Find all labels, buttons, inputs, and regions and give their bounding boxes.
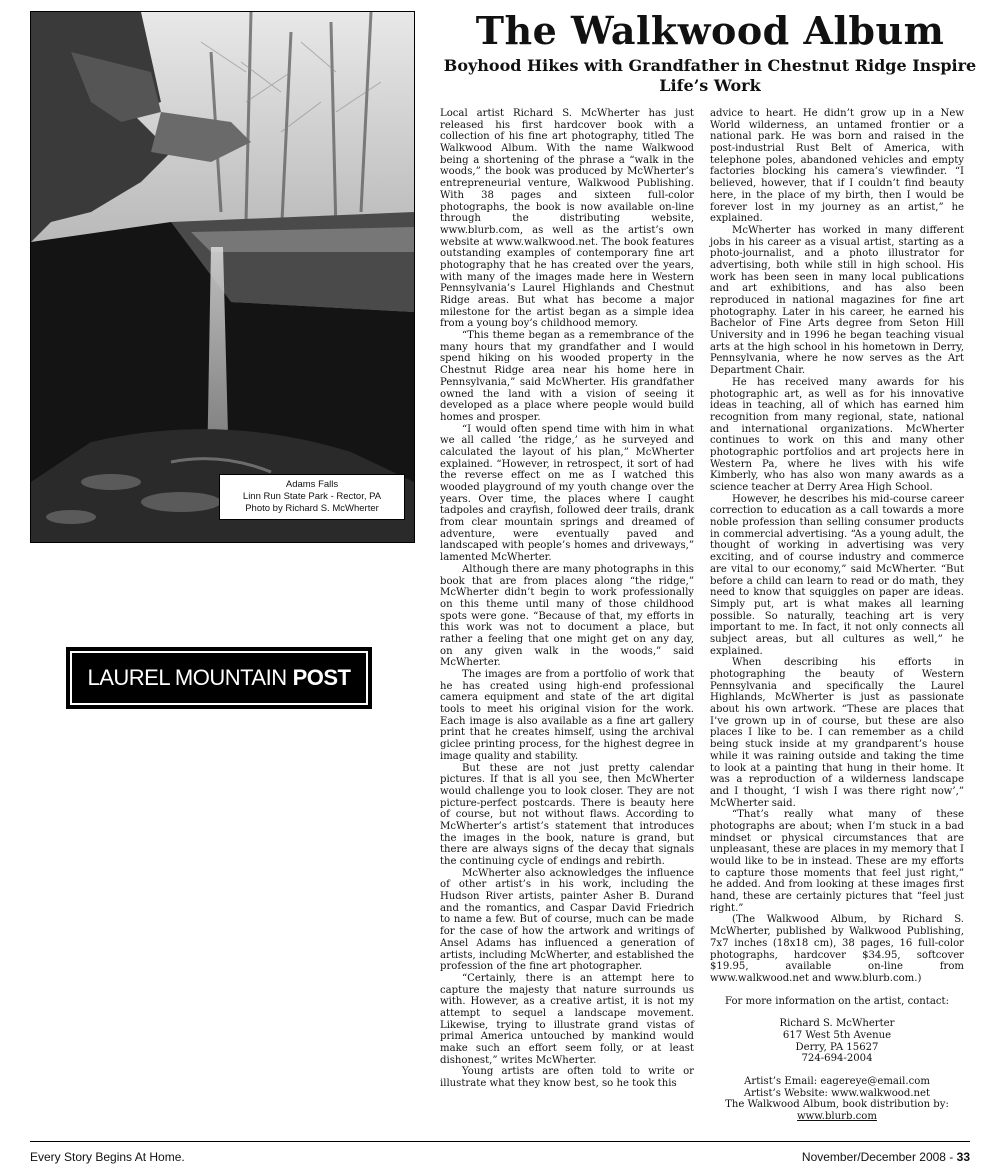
- distribution-label: The Walkwood Album, book distribution by:: [725, 1099, 949, 1111]
- caption-location: Linn Run State Park - Rector, PA: [242, 491, 382, 502]
- article-photo: [30, 11, 415, 543]
- paragraph: Young artists are often told to write or illustrate what they know best, so he took this: [440, 1066, 694, 1090]
- paragraph: He has received many awards for his photographic art, as well as for his innovative ideas in teaching, all of which has earned him recognition from many regional, state, national and international organizations. McWherter continues to work on this and many other photographic portfolios and art projects here in Western Pa, where he lives with his wife Kimberly, who has also won many awards as a science teacher at Derry Area High School.: [710, 376, 964, 493]
- photo-caption: [219, 474, 405, 520]
- article-title: The Walkwood Album: [475, 8, 945, 53]
- distribution-link[interactable]: [710, 1111, 964, 1123]
- footer-issue-info: [802, 1150, 970, 1164]
- page-number: 33: [956, 1150, 970, 1164]
- footer-issue-date: November/December 2008 -: [801, 1150, 957, 1164]
- contact-name: Richard S. McWherter: [779, 1018, 895, 1030]
- paragraph: McWherter also acknowledges the influence of other artist’s in his work, including the Hudson River artists, painter Asher B. Durand and the romantics, and Caspar David Friedrich to name a few. But of course, much can be made for the case of how the artwork and writings of Ansel Adams has influenced a generation of artists, including McWherter, and established the profession of the fine art photographer.: [440, 867, 694, 973]
- caption-credit: Photo by Richard S. McWherter: [245, 503, 379, 514]
- distribution-url[interactable]: www.blurb.com: [797, 1111, 877, 1123]
- paragraph: The images are from a portfolio of work that he has created using high-end professional camera equipment and state of the art digital tools to meet his original vision for the work. Each image is also available as a fine art gallery print that he creates himself, using the archival giclee printing process, for the highest degree in image quality and stability.: [440, 669, 694, 762]
- article-subtitle: Boyhood Hikes with Grandfather in Chestnut Ridge Inspire Life’s Work: [443, 56, 977, 95]
- paragraph: However, he describes his mid-course career correction to education as a call towards a more noble profession than selling consumer products in commercial advertising. “As a young adult, the thought of working in advertising was very exciting, and of course industry and commerce are vital to our economy,” said McWherter. “But before a child can learn to read or do math, they need to know that squiggles on paper are ideas. Simply put, art is what makes all learning possible. So naturally, teaching art is very important to me. In fact, it not only connects all subject areas, but all cultures as well,” he explained.: [710, 493, 964, 657]
- paragraph: McWherter has worked in many different jobs in his career as a visual artist, starting as a photo-journalist, and a photo illustrator for advertising, both while still in high school. His work has been seen in many local publications and art exhibitions, and has also been reproduced in national magazines for fine art photography. Later in his career, he earned his Bachelor of Fine Arts degree from Seton Hill University and in 1996 he began teaching visual arts at the high school in his hometown in Derry, Pennsylvania, where he now serves as the Art Department Chair.: [710, 224, 964, 377]
- paragraph: But these are not just pretty calendar pictures. If that is all you see, then McWherter would challenge you to look closer. They are not picture-perfect postcards. There is beauty here of course, but not without flaws. According to McWherter’s artist’s statement that introduces the images in the book, nature is grand, but there are always signs of the decay that signals the continuing cycle of endings and rebirth.: [440, 762, 694, 867]
- contact-block: [710, 985, 964, 1123]
- publication-logo: [66, 647, 372, 709]
- contact-city: Derry, PA 15627: [795, 1041, 879, 1053]
- paragraph: When describing his efforts in photographing the beauty of Western Pennsylvania and specifically the Laurel Highlands, McWherter is just as passionate about his own artwork. “These are places that I’ve grown up in of course, but these are also places I like to be. I can remember as a child being stuck inside at my grandparent’s house while it was raining outside and taking the time to look at a painting that hung in their home. It was a reproduction of a wilderness landscape and I thought, ‘I wish I was there right now’,” McWherter said.: [710, 657, 964, 809]
- contact-phone: 724-694-2004: [801, 1053, 873, 1065]
- contact-email[interactable]: Artist’s Email: eagereye@email.com: [744, 1076, 930, 1087]
- paragraph: Although there are many photographs in this book that are from places along “the ridge,” McWherter didn’t begin to work professionally on this theme until many of those childhood spots were gone. “Because of that, my efforts in this work was not to document a place, but rather a feeling that one might get on any day, on any given walk in the woods,” said McWherter.: [440, 563, 694, 669]
- paragraph: (The Walkwood Album, by Richard S. McWherter, published by Walkwood Publishing, 7x7 inches (18x18 cm), 38 pages, 16 full-color photographs, hardcover $34.95, softcover $19.95, available on-line from www.walkwood.net and www.blurb.com.): [710, 914, 964, 984]
- paragraph: “Certainly, there is an attempt here to capture the majesty that nature surrounds us with. However, as a creative artist, it is not my attempt to sequel a landscape movement. Likewise, trying to illustrate grand vistas of primal America untouched by mankind would make such an effort seem folly, or at least dishonest,” writes McWherter.: [440, 972, 694, 1066]
- article-column-2: [710, 108, 964, 1123]
- article-column-1: [440, 108, 694, 1090]
- contact-website[interactable]: Artist’s Website: www.walkwood.net: [743, 1087, 931, 1099]
- contact-intro: For more information on the artist, contact:: [725, 995, 949, 1007]
- waterfall-photo-image: [31, 12, 414, 542]
- logo-text-bold: POST: [292, 665, 351, 690]
- paragraph: advice to heart. He didn’t grow up in a New World wilderness, an untamed frontier or a national park. He was born and raised in the post-industrial Rust Belt of America, with telephone poles, abandoned vehicles and empty factories blocking his camera’s viewfinder. “I believed, however, that if I couldn’t find beauty here, in the place of my birth, then I would be forever lost in my journey as an artist,” he explained.: [710, 108, 964, 225]
- paragraph: “I would often spend time with him in what we all called ‘the ridge,’ as he surveyed and calculated the layout of his plan,” McWherter explained. “However, in retrospect, it sort of had the reverse effect on me as I watched this wooded playground of my youth change over the years. Over time, the places where I caught tadpoles and crayfish, followed deer trails, drank from clear mountain springs and dreamed of adventure, were eventually paved and landscaped with people’s homes and driveways,” lamented McWherter.: [440, 423, 694, 564]
- footer-tagline: Every Story Begins At Home.: [30, 1150, 185, 1164]
- logo-text-light: LAUREL MOUNTAIN: [87, 665, 287, 690]
- footer-divider: [30, 1141, 970, 1142]
- paragraph: “This theme began as a remembrance of the many hours that my grandfather and I would spend hiking on his wooded property in the Chestnut Ridge area near his home here in Pennsylvania,” said McWherter. His grandfather owned the land with a vision of seeing it developed as a place where people would build homes and prosper.: [440, 330, 694, 423]
- article-header: [440, 8, 980, 96]
- caption-title: Adams Falls: [285, 479, 339, 490]
- paragraph: Local artist Richard S. McWherter has just released his first hardcover book with a collection of his fine art photography, titled The Walkwood Album. With the name Walkwood being a shortening of the phrase a “walk in the woods,” the book was produced by McWherter’s entrepreneurial venture, Walkwood Publishing. With 38 pages and sixteen full-color photographs, the book is now available on-line through the distributing website, www.blurb.com, as well as the artist’s own website at www.walkwood.net. The book features outstanding examples of contemporary fine art photography that he has created over the years, with many of the images made here in Western Pennsylvania’s Laurel Highlands and Chestnut Ridge areas. But what has become a major milestone for the artist began as a simple idea from a young boy’s childhood memory.: [440, 108, 694, 330]
- contact-street: 617 West 5th Avenue: [782, 1029, 892, 1041]
- paragraph: “That’s really what many of these photographs are about; when I’m stuck in a bad mindset or physical circumstances that are unpleasant, these are places in my memory that I would like to be in instead. These are my efforts to capture those moments that feel just right,” he added. And from looking at these images first hand, these are certainly pictures that “feel just right.”: [710, 809, 964, 914]
